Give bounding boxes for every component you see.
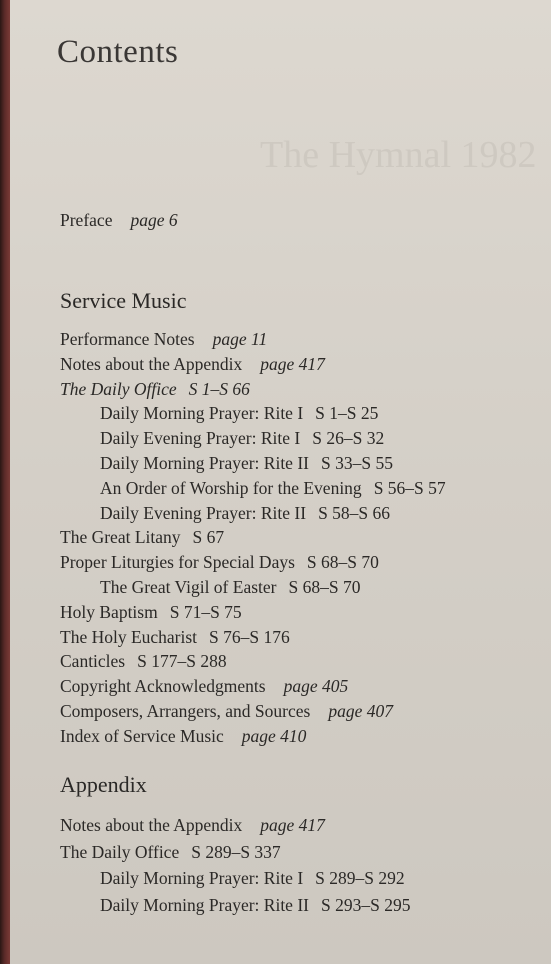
toc-entry-label: The Great Litany	[60, 527, 181, 548]
toc-entry-reference: S 58–S 66	[318, 502, 391, 523]
toc-entry-reference: page 405	[283, 676, 349, 697]
toc-entry-reference: page 407	[328, 701, 393, 721]
toc-entry	[100, 577, 360, 598]
toc-entry	[100, 478, 446, 499]
toc-entry	[60, 676, 348, 697]
toc-entry-reference: S 71–S 75	[169, 601, 242, 622]
toc-entry-reference: S 33–S 55	[320, 453, 393, 473]
toc-entry	[100, 868, 405, 889]
toc-entry	[60, 379, 250, 400]
toc-entry-label: Holy Baptism	[60, 601, 158, 622]
toc-entry	[60, 815, 325, 836]
toc-entry-reference: S 68–S 70	[288, 577, 361, 597]
toc-entry-label: The Holy Eucharist	[60, 626, 198, 647]
toc-entry	[60, 602, 242, 623]
toc-entry-reference: page 417	[260, 815, 325, 835]
preface-entry	[60, 210, 178, 231]
toc-entry	[60, 527, 224, 548]
toc-entry-label: Daily Evening Prayer: Rite I	[100, 428, 301, 449]
appendix-heading: Appendix	[60, 772, 147, 797]
toc-entry-reference: S 177–S 288	[137, 651, 227, 672]
toc-entry	[100, 503, 390, 524]
toc-entry-reference: S 68–S 70	[306, 552, 379, 573]
toc-entry	[60, 552, 379, 573]
service-music-heading: Service Music	[60, 288, 187, 313]
toc-entry	[60, 651, 227, 672]
bleed-through-text: The Hymnal 1982	[260, 134, 537, 176]
toc-entry-reference: S 1–S 66	[188, 378, 250, 399]
toc-entry	[60, 842, 281, 863]
toc-entry-label: Copyright Acknowledgments	[60, 676, 266, 697]
toc-entry-reference: page 417	[260, 353, 325, 374]
toc-entry-reference: page 11	[212, 329, 268, 349]
toc-entry-label: Index of Service Music	[60, 725, 224, 746]
toc-entry	[100, 428, 384, 449]
toc-entry-reference: S 289–S 337	[191, 841, 281, 862]
toc-entry-label: Composers, Arrangers, and Sources	[60, 701, 311, 721]
toc-entry-reference: page 410	[241, 725, 307, 746]
toc-entry-label: Daily Morning Prayer: Rite II	[100, 453, 309, 473]
toc-entry-reference: S 1–S 25	[315, 403, 379, 424]
toc-entry	[60, 701, 393, 722]
toc-entry-reference: S 289–S 292	[315, 868, 405, 888]
page-edge	[0, 0, 10, 964]
toc-entry-label: An Order of Worship for the Evening	[100, 477, 362, 498]
toc-entry-label: Daily Evening Prayer: Rite II	[100, 502, 307, 523]
toc-entry	[60, 627, 290, 648]
toc-entry	[60, 329, 267, 350]
toc-entry-label: Daily Morning Prayer: Rite I	[100, 403, 304, 424]
toc-entry-label: Notes about the Appendix	[60, 815, 243, 835]
toc-entry-reference: S 293–S 295	[320, 894, 411, 915]
toc-entry-label: The Daily Office	[60, 378, 177, 399]
toc-entry-reference: S 67	[192, 527, 225, 548]
toc-entry	[100, 453, 393, 474]
contents-page	[10, 0, 551, 964]
toc-entry-label: Notes about the Appendix	[60, 353, 243, 374]
toc-entry-label: Daily Morning Prayer: Rite I	[100, 868, 304, 888]
toc-entry-reference: S 76–S 176	[209, 626, 290, 647]
toc-entry-label: Proper Liturgies for Special Days	[60, 552, 295, 573]
toc-entry-reference: S 26–S 32	[312, 428, 385, 449]
toc-entry	[60, 354, 325, 375]
preface-label: Preface	[60, 210, 113, 230]
preface-page: page 6	[130, 210, 178, 230]
toc-entry-label: Performance Notes	[60, 329, 195, 349]
toc-entry-reference: S 56–S 57	[373, 477, 446, 498]
toc-entry-label: The Daily Office	[60, 841, 180, 862]
toc-entry-label: The Great Vigil of Easter	[100, 577, 277, 597]
toc-entry	[100, 403, 378, 424]
toc-entry-label: Daily Morning Prayer: Rite II	[100, 894, 309, 915]
toc-entry-label: Canticles	[60, 651, 126, 672]
toc-entry	[100, 895, 410, 916]
page-title: Contents	[57, 34, 179, 70]
toc-entry	[60, 726, 306, 747]
